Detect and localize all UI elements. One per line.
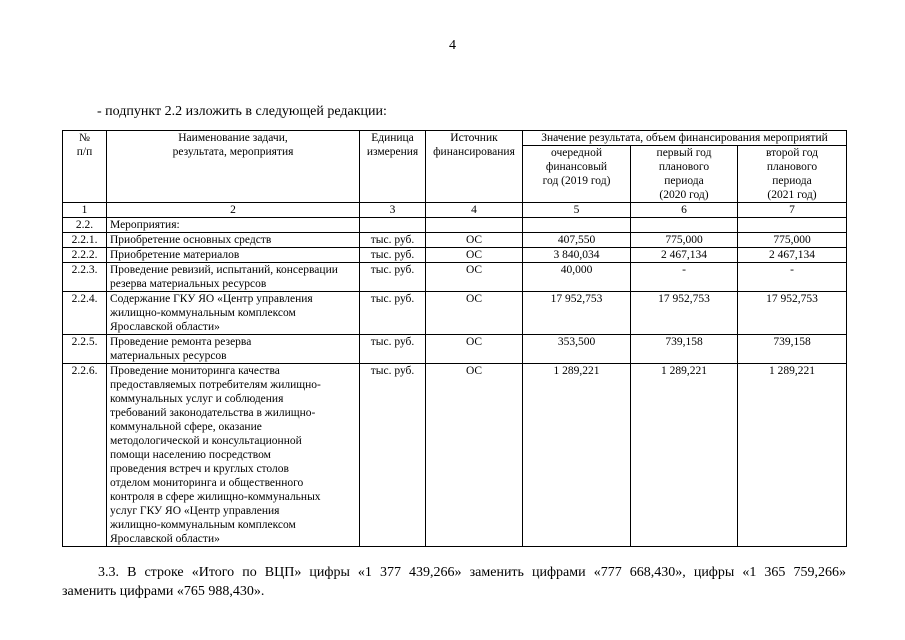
table-row <box>63 364 847 547</box>
row-number: 2.2.5. <box>63 335 107 364</box>
row-value-2020 <box>631 218 738 233</box>
footer-text <box>62 563 846 601</box>
row-source: ОС <box>426 248 523 263</box>
row-unit: тыс. руб. <box>360 292 426 335</box>
row-source: ОС <box>426 364 523 547</box>
header-year-2019: очередной финансовый год (2019 год) <box>523 146 631 203</box>
row-value-2021: 1 289,221 <box>738 364 847 547</box>
row-value-2020: 739,158 <box>631 335 738 364</box>
row-value-2021: 739,158 <box>738 335 847 364</box>
row-value-2020: 1 289,221 <box>631 364 738 547</box>
row-name: Содержание ГКУ ЯО «Центр управления жилищно-коммунальным комплексом Ярославской области» <box>107 292 360 335</box>
row-name: Приобретение материалов <box>107 248 360 263</box>
page-number: 4 <box>449 38 456 53</box>
header-source: Источник финансирования <box>426 131 523 203</box>
footer-line-2: заменить цифрами «765 988,430». <box>62 584 265 599</box>
header-unit: Единица измерения <box>360 131 426 203</box>
row-unit: тыс. руб. <box>360 335 426 364</box>
row-source: ОС <box>426 263 523 292</box>
row-name: Проведение ревизий, испытаний, консервации резерва материальных ресурсов <box>107 263 360 292</box>
column-number: 1 <box>63 203 107 218</box>
column-number: 2 <box>107 203 360 218</box>
column-number: 6 <box>631 203 738 218</box>
row-value-2021: 17 952,753 <box>738 292 847 335</box>
column-number: 4 <box>426 203 523 218</box>
row-value-2019 <box>523 218 631 233</box>
row-value-2020: 775,000 <box>631 233 738 248</box>
activities-table <box>62 130 847 547</box>
row-value-2019: 1 289,221 <box>523 364 631 547</box>
row-unit: тыс. руб. <box>360 364 426 547</box>
row-number: 2.2. <box>63 218 107 233</box>
header-year-2020: первый год планового периода (2020 год) <box>631 146 738 203</box>
table-row <box>63 263 847 292</box>
row-value-2019: 40,000 <box>523 263 631 292</box>
row-value-2020: - <box>631 263 738 292</box>
row-source <box>426 218 523 233</box>
column-number: 7 <box>738 203 847 218</box>
row-value-2021: - <box>738 263 847 292</box>
row-value-2019: 407,550 <box>523 233 631 248</box>
header-name: Наименование задачи, результата, мероприятия <box>107 131 360 203</box>
row-value-2021 <box>738 218 847 233</box>
row-source: ОС <box>426 292 523 335</box>
table-row <box>63 292 847 335</box>
header-num: № п/п <box>63 131 107 203</box>
row-source: ОС <box>426 233 523 248</box>
column-number-row <box>63 203 847 218</box>
column-number: 3 <box>360 203 426 218</box>
row-unit: тыс. руб. <box>360 248 426 263</box>
row-number: 2.2.1. <box>63 233 107 248</box>
intro-text: - подпункт 2.2 изложить в следующей редакции: <box>97 104 387 119</box>
row-number: 2.2.4. <box>63 292 107 335</box>
table-header <box>63 131 847 218</box>
row-name: Проведение мониторинга качества предоставляемых потребителям жилищно- коммунальных услуг и соблюдения требований законодательства в жилищно- коммунальной сфере, оказание методологической и консультационной помощи населению посредством проведения встреч и круглых столов отделом мониторинга и общественного контроля в сфере жилищно-коммунальных услуг ГКУ ЯО «Центр управления жилищно-коммунальным комплексом Ярославской области» <box>107 364 360 547</box>
row-value-2020: 17 952,753 <box>631 292 738 335</box>
table-row <box>63 335 847 364</box>
row-number: 2.2.6. <box>63 364 107 547</box>
row-number: 2.2.2. <box>63 248 107 263</box>
row-name: Приобретение основных средств <box>107 233 360 248</box>
row-name: Проведение ремонта резерва материальных ресурсов <box>107 335 360 364</box>
row-number: 2.2.3. <box>63 263 107 292</box>
row-source: ОС <box>426 335 523 364</box>
row-name: Мероприятия: <box>107 218 360 233</box>
row-unit <box>360 218 426 233</box>
row-value-2020: 2 467,134 <box>631 248 738 263</box>
table-row <box>63 233 847 248</box>
footer-line-1: 3.3. В строке «Итого по ВЦП» цифры «1 377 439,266» заменить цифрами «777 668,430», цифры «1 365 759,266» <box>98 565 846 580</box>
row-value-2021: 775,000 <box>738 233 847 248</box>
table-row <box>63 218 847 233</box>
header-year-2021: второй год планового периода (2021 год) <box>738 146 847 203</box>
row-unit: тыс. руб. <box>360 263 426 292</box>
row-value-2019: 17 952,753 <box>523 292 631 335</box>
row-value-2021: 2 467,134 <box>738 248 847 263</box>
column-number: 5 <box>523 203 631 218</box>
row-value-2019: 3 840,034 <box>523 248 631 263</box>
row-unit: тыс. руб. <box>360 233 426 248</box>
table-body <box>63 218 847 547</box>
header-value-group: Значение результата, объем финансирования мероприятий <box>523 131 847 146</box>
table-row <box>63 248 847 263</box>
row-value-2019: 353,500 <box>523 335 631 364</box>
